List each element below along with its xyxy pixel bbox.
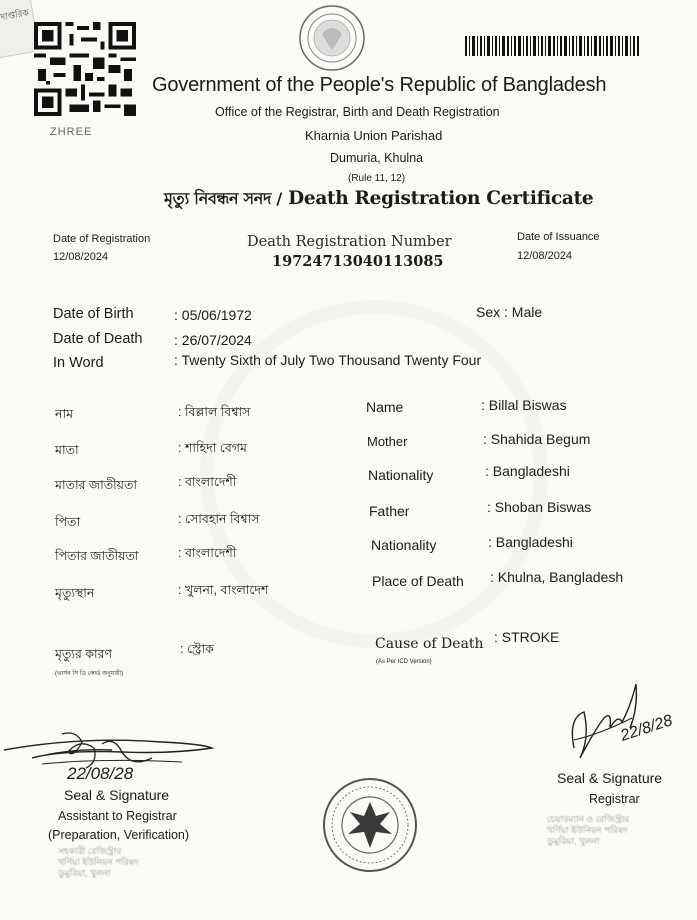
place-of-death-value: : Khulna, Bangladesh [490,569,624,585]
name-value: : Billal Biswas [481,397,567,413]
place-of-death-label: Place of Death [372,573,464,589]
bn-cause-value: : স্ট্রোক [180,642,214,656]
bn-father-nationality-value: : বাংলাদেশী [178,546,237,560]
bn-name-value: : বিল্লাল বিশ্বাস [178,405,251,419]
registration-date-label: Date of Registration [53,233,151,245]
father-nationality-label: Nationality [371,537,437,553]
father-nationality-value: : Bangladeshi [488,534,573,550]
rule-reference: (Rule 11, 12) [348,173,406,184]
qr-code-icon [33,22,137,116]
assistant-stamp-text: সহকারী রেজিস্ট্রার খর্ণিয়া ইউনিয়ন পরিষদ ডুমুরিয়া, খুলনা [58,846,139,878]
assistant-seal-title: Seal & Signature [64,787,170,803]
sex-value: Sex : Male [476,304,543,320]
bn-mother-value: : শাহিদা বেগম [178,441,247,455]
father-value: : Shoban Biswas [487,499,592,515]
office-heading: Office of the Registrar, Birth and Death Registration [215,105,500,119]
government-heading: Government of the People's Republic of Bangladesh [152,74,607,96]
mother-value: : Shahida Begum [483,431,591,447]
father-label: Father [369,503,410,519]
district-name: Dumuria, Khulna [330,151,424,165]
certificate-title-bn: মৃত্যু নিবন্ধন সনদ / [164,189,282,208]
assistant-signature-icon [2,728,222,794]
in-word-label: In Word [53,355,104,371]
dob-label: Date of Birth [53,306,134,322]
qr-caption: ZHREE [50,126,93,138]
assistant-signature-date: 22/08/28 [67,764,134,783]
issuance-date-label: Date of Issuance [517,231,600,243]
bn-mother-label: মাতা [55,443,79,457]
in-word-value: : Twenty Sixth of July Two Thousand Twenty Four [174,352,482,368]
cause-of-death-value: : STROKE [494,629,560,645]
assistant-role: Assistant to Registrar [58,809,177,823]
mother-label: Mother [367,434,408,449]
bn-mother-nationality-label: মাতার জাতীয়তা [55,478,138,492]
dob-value: : 05/06/1972 [174,307,252,323]
bn-father-nationality-label: পিতার জাতীয়তা [55,549,139,563]
dod-label: Date of Death [53,331,143,347]
issuance-date-value: 12/08/2024 [517,250,573,262]
official-seal-icon [320,776,420,874]
union-name: Kharnia Union Parishad [305,128,443,143]
corner-scrap-text: দাপ্তরিক [0,7,30,23]
certificate-title-en: Death Registration Certificate [288,188,594,209]
registrar-seal-title: Seal & Signature [557,770,663,786]
assistant-role-sub: (Preparation, Verification) [48,828,190,842]
government-emblem-icon [292,4,372,72]
registration-date-value: 12/08/2024 [53,251,109,263]
registration-number-value: 19724713040113085 [272,253,444,270]
bn-cause-label: মৃত্যুর কারণ [55,647,113,661]
name-label: Name [366,399,404,415]
dod-value: : 26/07/2024 [174,332,252,348]
bn-mother-nationality-value: : বাংলাদেশী [178,475,237,489]
mother-nationality-value: : Bangladeshi [485,463,570,479]
registrar-role: Registrar [589,792,640,806]
bn-place-value: : খুলনা, বাংলাদেশ [178,583,269,597]
cause-of-death-label: Cause of Death [375,636,484,652]
barcode-icon [465,36,640,56]
bn-name-label: নাম [55,407,74,421]
certificate-title [164,186,593,213]
cause-of-death-sublabel: (As Per ICD Version) [376,659,432,665]
bn-father-value: : সোবহান বিশ্বাস [178,512,260,526]
mother-nationality-label: Nationality [368,467,434,483]
registrar-stamp-text: চেয়ারম্যান ও রেজিস্ট্রার খর্ণিয়া ইউনিয়ন পরিষদ ডুমুরিয়া, খুলনা [547,814,630,846]
bn-place-label: মৃত্যুস্থান [55,586,95,600]
bn-cause-sublabel: (ভার্সন সি ডি কোর্ড অনুযায়ী) [55,671,124,677]
registration-number-label: Death Registration Number [247,234,452,250]
registrar-signature-date: 22/8/28 [618,712,675,745]
bn-father-label: পিতা [55,515,81,529]
